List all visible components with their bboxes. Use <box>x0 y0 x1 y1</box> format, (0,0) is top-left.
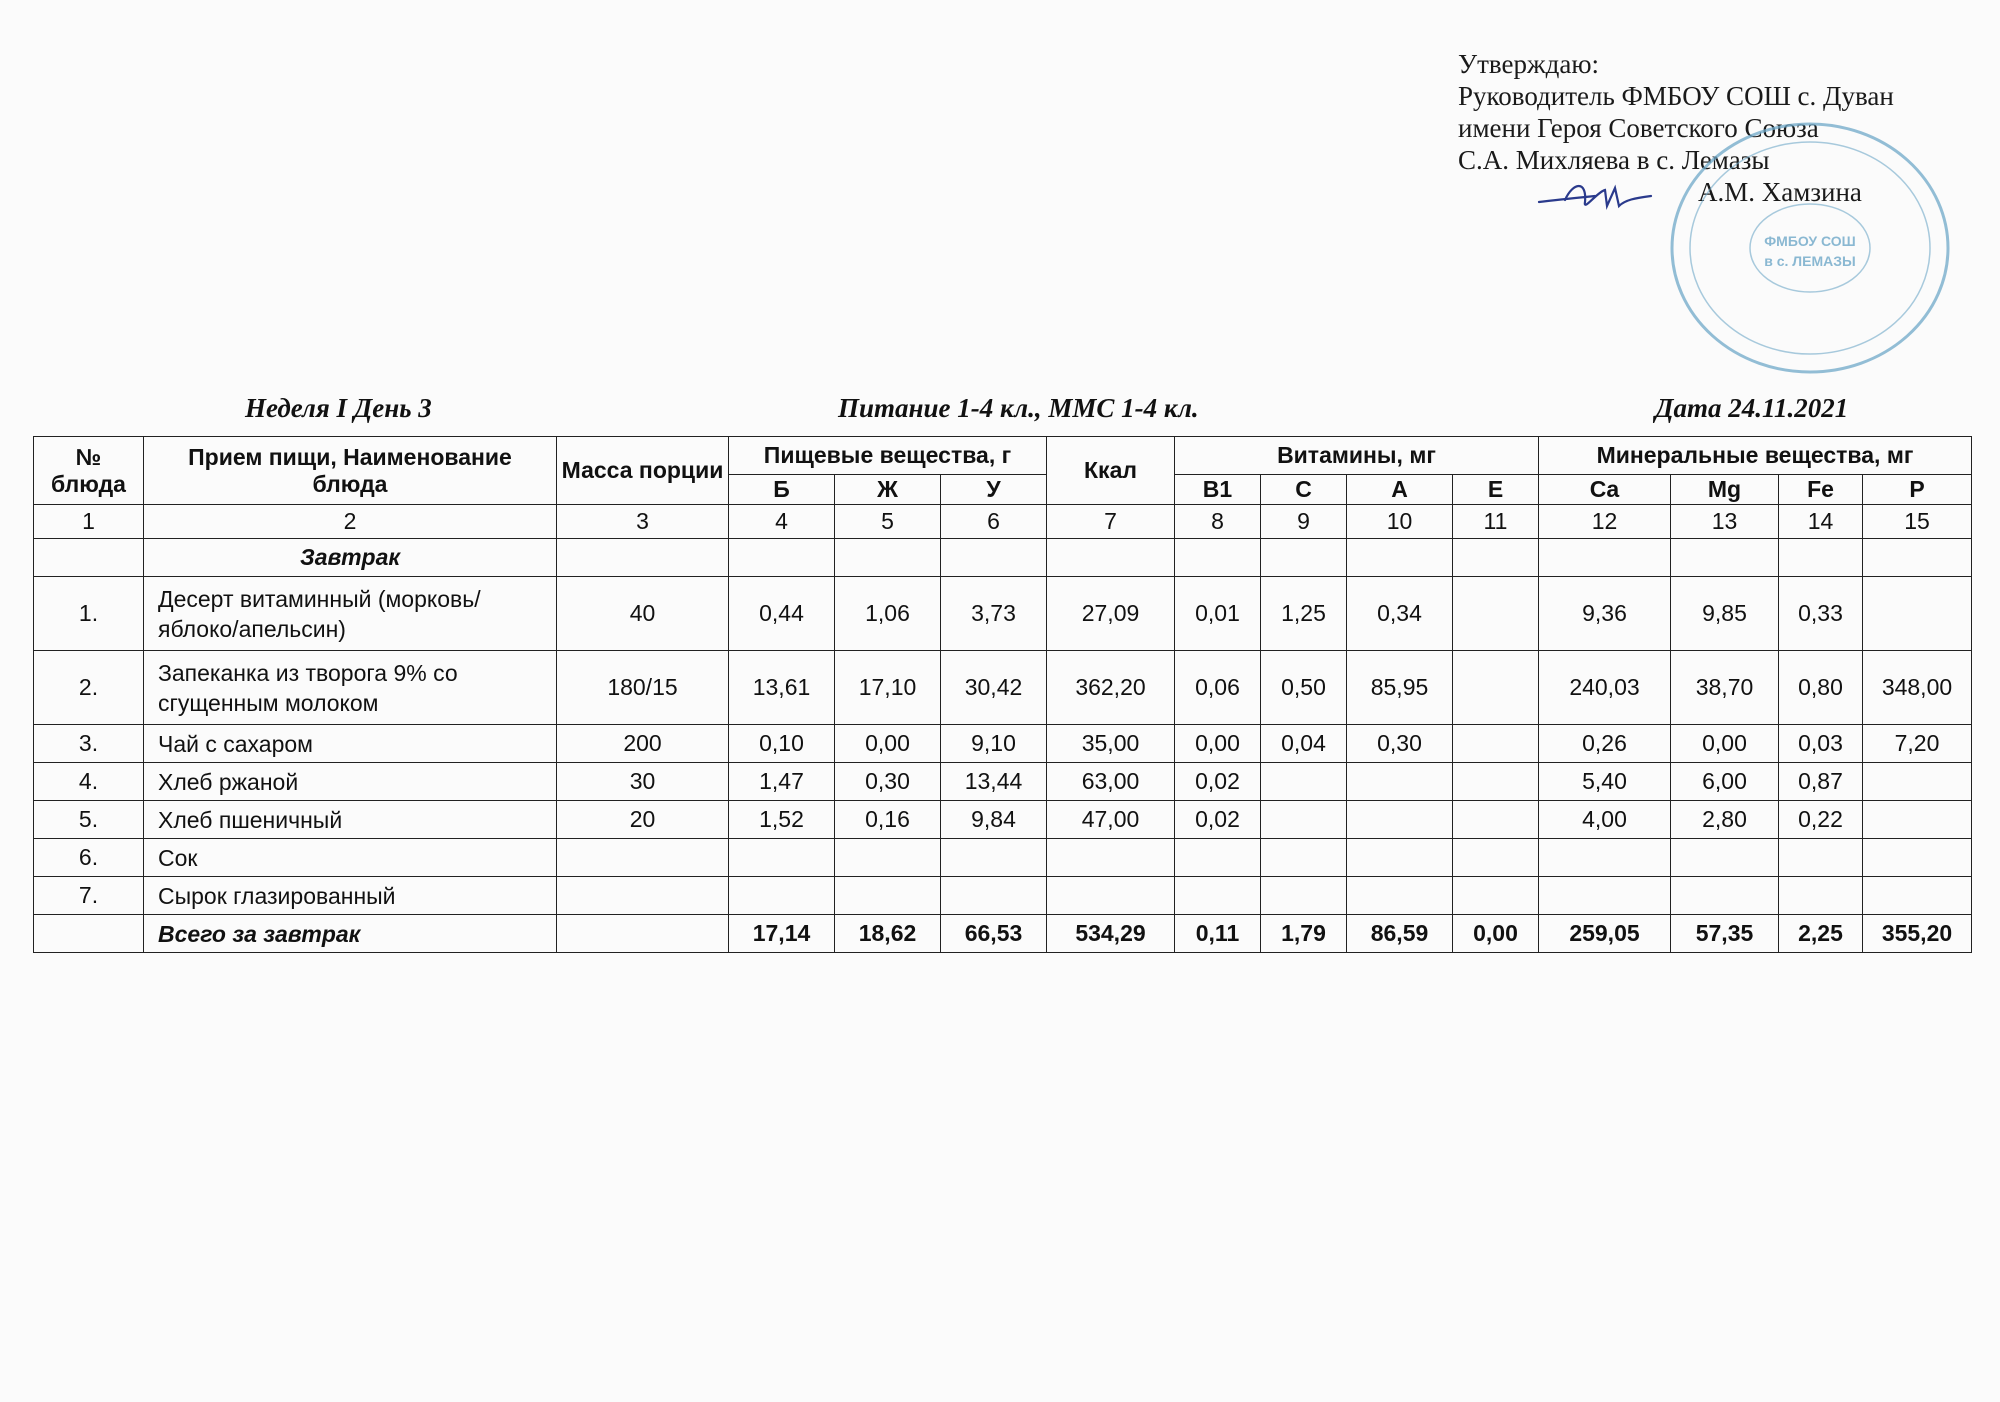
table-row <box>34 763 1972 801</box>
table-row <box>34 801 1972 839</box>
cell-mg: 9,85 <box>1671 577 1779 651</box>
total-mg: 57,35 <box>1671 915 1779 953</box>
approval-position-2: имени Героя Советского Союза <box>1458 113 1819 143</box>
cell-a: 0,34 <box>1347 577 1453 651</box>
cell-mg: 38,70 <box>1671 651 1779 725</box>
col-ca-header: Ca <box>1539 475 1671 505</box>
header-row-1 <box>34 437 1972 475</box>
cell-u: 9,10 <box>941 725 1047 763</box>
cell-num: 7. <box>34 877 144 915</box>
cell-c: 1,25 <box>1261 577 1347 651</box>
cell-b1: 0,02 <box>1175 763 1261 801</box>
total-e: 0,00 <box>1453 915 1539 953</box>
cell-u: 9,84 <box>941 801 1047 839</box>
col-name-header: Прием пищи, Наименование блюда <box>144 437 557 505</box>
col-minerals-header: Минеральные вещества, мг <box>1539 437 1972 475</box>
cell-mg <box>1671 877 1779 915</box>
cell-u: 13,44 <box>941 763 1047 801</box>
table-row <box>34 651 1972 725</box>
section-label: Завтрак <box>144 539 557 577</box>
nutrition-title: Питание 1-4 кл., ММС 1-4 кл. <box>838 393 1199 423</box>
approval-position: Руководитель ФМБОУ СОШ с. Дуван <box>1458 81 1894 111</box>
col-mg-header: Mg <box>1671 475 1779 505</box>
cell-zh: 0,16 <box>835 801 941 839</box>
cell-e <box>1453 725 1539 763</box>
cell-fe <box>1779 839 1863 877</box>
cell-num: 5. <box>34 801 144 839</box>
cell-kcal: 47,00 <box>1047 801 1175 839</box>
cell-name: Чай с сахаром <box>144 725 557 763</box>
col-number: 6 <box>941 505 1047 539</box>
col-fe-header: Fe <box>1779 475 1863 505</box>
cell-u: 3,73 <box>941 577 1047 651</box>
cell-b <box>729 877 835 915</box>
cell-mg: 2,80 <box>1671 801 1779 839</box>
total-b1: 0,11 <box>1175 915 1261 953</box>
approval-signer: А.М. Хамзина <box>1698 177 1862 207</box>
total-row <box>34 915 1972 953</box>
cell-c <box>1261 877 1347 915</box>
total-a: 86,59 <box>1347 915 1453 953</box>
total-c: 1,79 <box>1261 915 1347 953</box>
cell-p <box>1863 801 1972 839</box>
total-fe: 2,25 <box>1779 915 1863 953</box>
col-number: 10 <box>1347 505 1453 539</box>
cell-c <box>1261 763 1347 801</box>
col-u-header: У <box>941 475 1047 505</box>
cell-name: Запеканка из творога 9% со сгущенным молоком <box>144 651 557 725</box>
cell-fe: 0,22 <box>1779 801 1863 839</box>
total-label: Всего за завтрак <box>144 915 557 953</box>
col-number: 3 <box>557 505 729 539</box>
col-c-header: С <box>1261 475 1347 505</box>
cell-a: 0,30 <box>1347 725 1453 763</box>
cell-a <box>1347 839 1453 877</box>
cell-p <box>1863 577 1972 651</box>
total-zh: 18,62 <box>835 915 941 953</box>
cell-ca <box>1539 839 1671 877</box>
cell-name: Сок <box>144 839 557 877</box>
cell-b1: 0,02 <box>1175 801 1261 839</box>
col-vitamins-header: Витамины, мг <box>1175 437 1539 475</box>
cell-p: 348,00 <box>1863 651 1972 725</box>
table-row <box>34 577 1972 651</box>
cell-zh: 17,10 <box>835 651 941 725</box>
cell-b1: 0,06 <box>1175 651 1261 725</box>
cell-a <box>1347 801 1453 839</box>
col-kcal-header: Ккал <box>1047 437 1175 505</box>
table-row <box>34 839 1972 877</box>
menu-rows <box>34 577 1972 915</box>
date-title: Дата 24.11.2021 <box>1655 393 1849 423</box>
cell-kcal: 35,00 <box>1047 725 1175 763</box>
col-e-header: Е <box>1453 475 1539 505</box>
total-kcal: 534,29 <box>1047 915 1175 953</box>
cell-zh <box>835 839 941 877</box>
signature-mark <box>1535 172 1655 222</box>
cell-fe: 0,87 <box>1779 763 1863 801</box>
cell-mass <box>557 877 729 915</box>
cell-mass: 180/15 <box>557 651 729 725</box>
cell-ca <box>1539 877 1671 915</box>
col-number: 15 <box>1863 505 1972 539</box>
cell-num: 2. <box>34 651 144 725</box>
cell-e <box>1453 763 1539 801</box>
cell-zh: 0,00 <box>835 725 941 763</box>
cell-e <box>1453 577 1539 651</box>
cell-p <box>1863 877 1972 915</box>
col-number: 13 <box>1671 505 1779 539</box>
menu-table <box>33 436 1972 953</box>
col-number: 8 <box>1175 505 1261 539</box>
cell-u <box>941 839 1047 877</box>
cell-e <box>1453 839 1539 877</box>
cell-ca: 4,00 <box>1539 801 1671 839</box>
official-stamp <box>1665 118 1955 378</box>
cell-num: 6. <box>34 839 144 877</box>
cell-b1 <box>1175 877 1261 915</box>
svg-text:ФМБОУ СОШ: ФМБОУ СОШ <box>1764 233 1856 249</box>
cell-b: 1,52 <box>729 801 835 839</box>
col-a-header: А <box>1347 475 1453 505</box>
cell-b1 <box>1175 839 1261 877</box>
cell-b: 0,44 <box>729 577 835 651</box>
svg-text:в с. ЛЕМАЗЫ: в с. ЛЕМАЗЫ <box>1764 253 1856 269</box>
cell-mass: 200 <box>557 725 729 763</box>
approval-position-3: С.А. Михляева в с. Лемазы <box>1458 145 1770 175</box>
cell-b: 13,61 <box>729 651 835 725</box>
cell-p <box>1863 763 1972 801</box>
cell-mass: 40 <box>557 577 729 651</box>
cell-b <box>729 839 835 877</box>
table-row <box>34 725 1972 763</box>
total-u: 66,53 <box>941 915 1047 953</box>
cell-c <box>1261 839 1347 877</box>
cell-e <box>1453 651 1539 725</box>
cell-mass: 20 <box>557 801 729 839</box>
cell-a <box>1347 763 1453 801</box>
col-number: 7 <box>1047 505 1175 539</box>
cell-mg: 6,00 <box>1671 763 1779 801</box>
cell-zh: 0,30 <box>835 763 941 801</box>
cell-kcal <box>1047 839 1175 877</box>
col-number: 4 <box>729 505 835 539</box>
cell-fe: 0,03 <box>1779 725 1863 763</box>
total-p: 355,20 <box>1863 915 1972 953</box>
cell-b: 1,47 <box>729 763 835 801</box>
cell-kcal: 362,20 <box>1047 651 1175 725</box>
cell-ca: 240,03 <box>1539 651 1671 725</box>
column-number-row <box>34 505 1972 539</box>
cell-mg <box>1671 839 1779 877</box>
cell-ca: 9,36 <box>1539 577 1671 651</box>
cell-c: 0,50 <box>1261 651 1347 725</box>
cell-fe: 0,33 <box>1779 577 1863 651</box>
cell-fe <box>1779 877 1863 915</box>
total-b: 17,14 <box>729 915 835 953</box>
cell-num: 1. <box>34 577 144 651</box>
section-row <box>34 539 1972 577</box>
cell-mg: 0,00 <box>1671 725 1779 763</box>
cell-ca: 5,40 <box>1539 763 1671 801</box>
cell-fe: 0,80 <box>1779 651 1863 725</box>
cell-b: 0,10 <box>729 725 835 763</box>
col-number: 5 <box>835 505 941 539</box>
cell-kcal: 63,00 <box>1047 763 1175 801</box>
col-b1-header: В1 <box>1175 475 1261 505</box>
cell-u: 30,42 <box>941 651 1047 725</box>
cell-a: 85,95 <box>1347 651 1453 725</box>
cell-a <box>1347 877 1453 915</box>
cell-kcal: 27,09 <box>1047 577 1175 651</box>
col-number: 11 <box>1453 505 1539 539</box>
cell-mass <box>557 839 729 877</box>
col-number: 12 <box>1539 505 1671 539</box>
cell-name: Десерт витаминный (морковь/яблоко/апельсин) <box>144 577 557 651</box>
col-zh-header: Ж <box>835 475 941 505</box>
cell-c <box>1261 801 1347 839</box>
cell-num: 4. <box>34 763 144 801</box>
cell-e <box>1453 877 1539 915</box>
col-b-header: Б <box>729 475 835 505</box>
cell-num: 3. <box>34 725 144 763</box>
col-p-header: P <box>1863 475 1972 505</box>
cell-kcal <box>1047 877 1175 915</box>
cell-zh: 1,06 <box>835 577 941 651</box>
cell-name: Хлеб ржаной <box>144 763 557 801</box>
cell-zh <box>835 877 941 915</box>
cell-mass: 30 <box>557 763 729 801</box>
col-number: 1 <box>34 505 144 539</box>
cell-p <box>1863 839 1972 877</box>
cell-p: 7,20 <box>1863 725 1972 763</box>
col-mass-header: Масса порции <box>557 437 729 505</box>
col-nutrients-header: Пищевые вещества, г <box>729 437 1047 475</box>
col-number: 14 <box>1779 505 1863 539</box>
cell-e <box>1453 801 1539 839</box>
cell-c: 0,04 <box>1261 725 1347 763</box>
col-number: 2 <box>144 505 557 539</box>
cell-b1: 0,01 <box>1175 577 1261 651</box>
col-number: 9 <box>1261 505 1347 539</box>
cell-name: Хлеб пшеничный <box>144 801 557 839</box>
cell-b1: 0,00 <box>1175 725 1261 763</box>
total-ca: 259,05 <box>1539 915 1671 953</box>
cell-ca: 0,26 <box>1539 725 1671 763</box>
cell-name: Сырок глазированный <box>144 877 557 915</box>
week-day-title: Неделя I День 3 <box>245 393 432 423</box>
col-num-header: № блюда <box>34 437 144 505</box>
cell-u <box>941 877 1047 915</box>
table-row <box>34 877 1972 915</box>
approval-heading: Утверждаю: <box>1458 49 1600 79</box>
